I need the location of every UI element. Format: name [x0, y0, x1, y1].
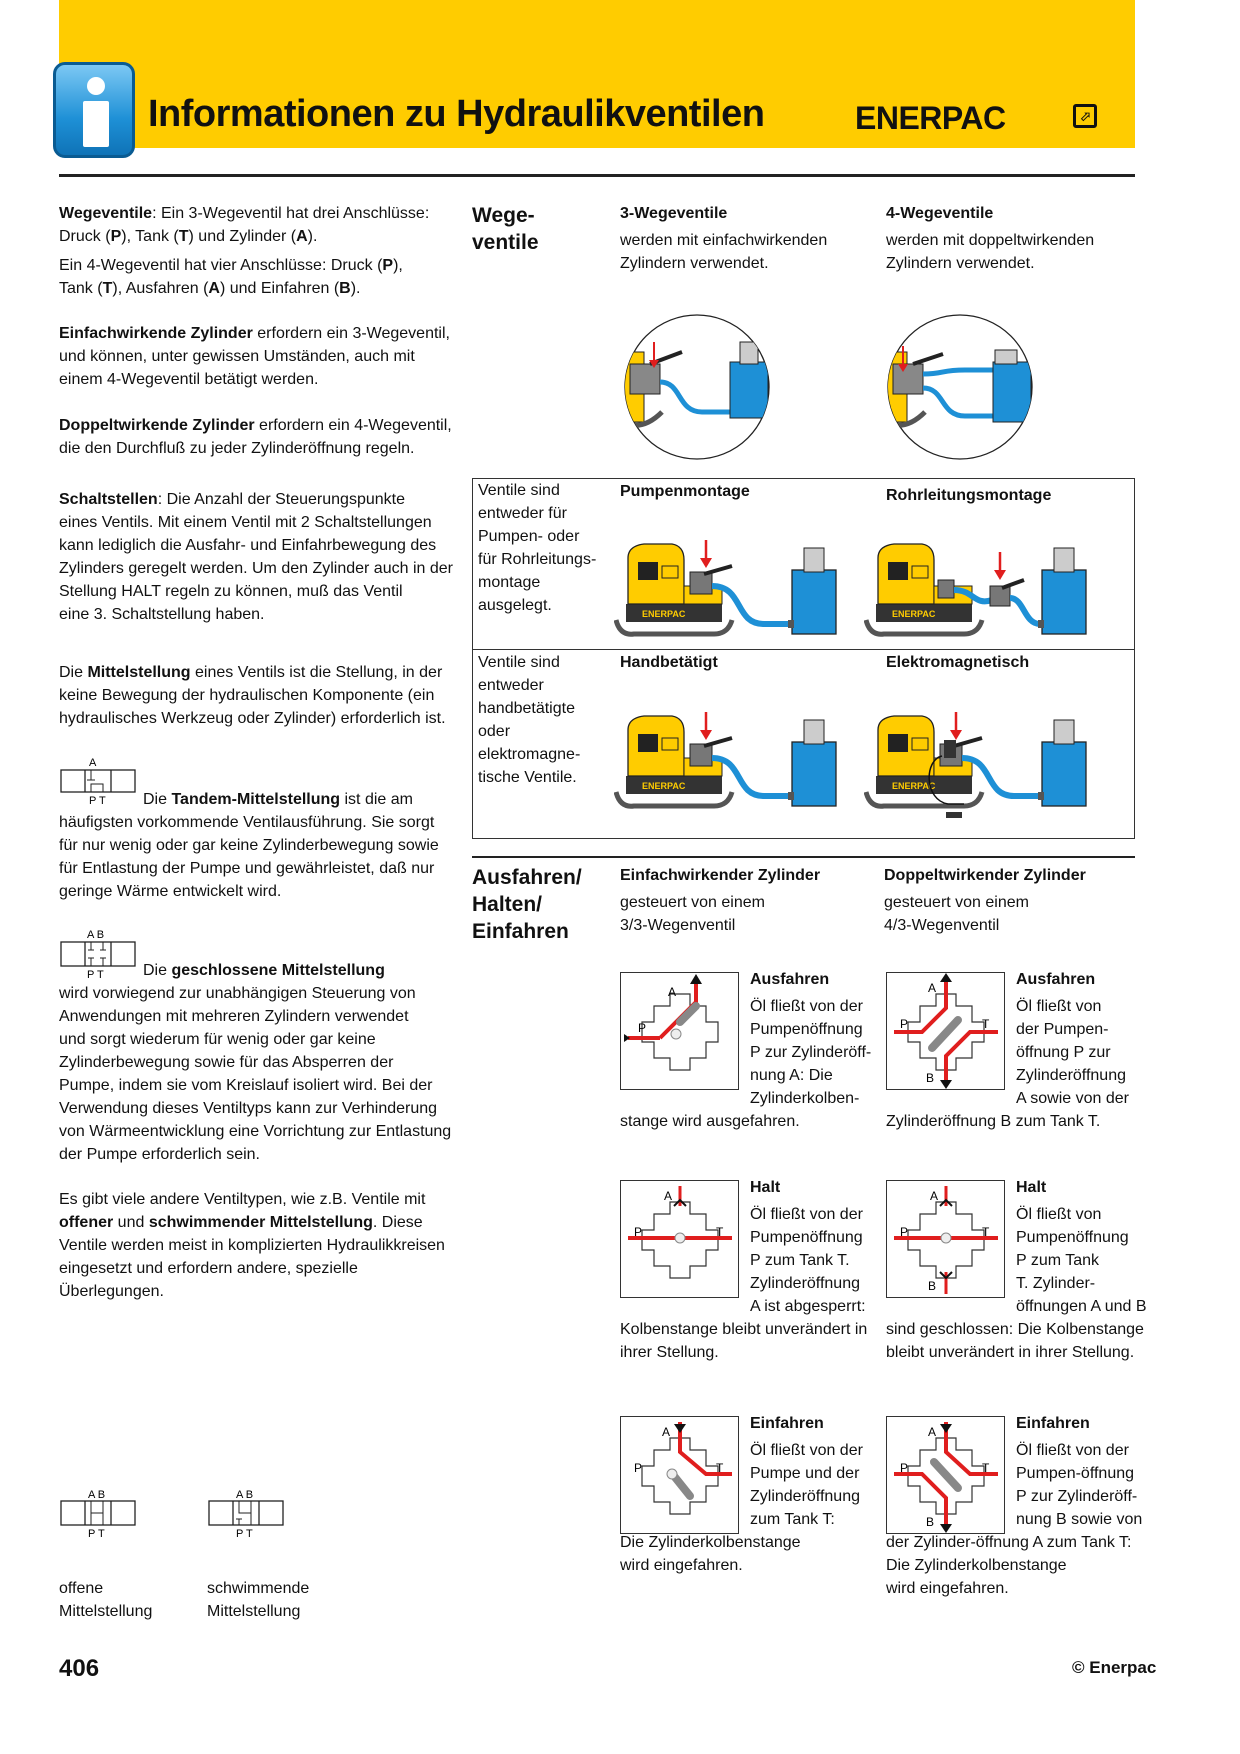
r1-single-text-line: Öl fließt von der: [750, 998, 863, 1015]
r1-single-text-heading: Ausfahren: [750, 971, 830, 988]
left-text-2: Einfachwirkende Zylinder erfordern ein 3-Wegeventil, und können, unter gewissen Umständen, auch mit einem 4-Wegeventil betätigt werden.: [59, 325, 450, 388]
r3-single-acting-valve-diagram: [620, 1416, 740, 1536]
solenoid-heading: Elektromagnetisch: [886, 654, 1030, 671]
pipe-mount-illustration: [864, 528, 1094, 646]
r2-double-text-line: Pumpenöffnung: [1016, 1229, 1129, 1246]
port-t-label: T: [716, 1461, 724, 1475]
r2-single-text-line: P zum Tank T.: [750, 1252, 850, 1269]
floating-center-label: schwimmende Mittelstellung: [207, 1580, 310, 1620]
r2-double-full-line: sind geschlossen: Die Kolbenstange: [886, 1321, 1144, 1338]
r1-single-text-line: Pumpenöffnung: [750, 1021, 863, 1038]
port-a-label: A: [928, 981, 937, 995]
copyright: © Enerpac: [1072, 1658, 1157, 1677]
enerpac-logo-mark-icon: ⬀: [1073, 104, 1097, 128]
r1-double-full-line: Zylinderöffnung B zum Tank T.: [886, 1113, 1101, 1130]
r2-double-full: [886, 1318, 1146, 1364]
left-text-6: Die Tandem-Mittelstellung ist die am häufigsten vorkommende Ventilausführung. Sie sorgt für nur wenig oder gar keine Zylinderbewegung sowie für Entlastung der Pumpe und gewährleistet, daß nur geringe Wärme entwickelt wird.: [59, 791, 439, 900]
r3-double-full: [886, 1531, 1146, 1600]
port-t-label: T: [982, 1017, 990, 1031]
r1-double-text-line: Öl fließt von: [1016, 998, 1102, 1015]
r2-double-text-line: T. Zylinder-: [1016, 1275, 1096, 1292]
r3-double-text: [1016, 1412, 1156, 1531]
section-ausfahren: Ausfahren/ Halten/ Einfahren: [472, 866, 582, 943]
r2-single-text-line: Öl fließt von der: [750, 1206, 863, 1223]
page-number: 406: [59, 1655, 100, 1682]
r2-single-acting-valve-diagram: [620, 1180, 740, 1300]
actuation-side-text: Ventile sind entweder handbetätigte oder elektromagne- tische Ventile.: [478, 654, 581, 786]
pump-label: ENERPAC: [892, 781, 936, 791]
port-p-label: P: [634, 1461, 643, 1475]
open-center-valve-symbol: [59, 1487, 141, 1577]
svg-text:A B: A B: [88, 1489, 106, 1501]
col4-double-acting: Doppeltwirkender Zylinder gesteuert von einem 4/3-Wegenventil: [884, 867, 1086, 934]
left-text-4: Schaltstellen: Die Anzahl der Steuerungspunkte eines Ventils. Mit einem Ventil mit 2 Schaltstellungen kann lediglich die Ausfahr- und Einfahrbewegung des Zylinders geregelt werden. Um den Zylinder auch in der Stellung HALT regeln zu können, muß das Ventil eine 3. Schaltstellung haben.: [59, 491, 453, 623]
r3-double-acting-valve-diagram: [886, 1416, 1006, 1536]
left-text-8: Es gibt viele andere Ventiltypen, wie z.B. Ventile mit offener und schwimmender Mittelstellung. Diese Ventile werden meist in komplizierten Hydraulikkreisen eingesetzt und erfordern andere, spezielle Überlegungen.: [59, 1191, 445, 1300]
col1-3-wege: 3-Wegeventile werden mit einfachwirkenden Zylindern verwendet.: [620, 205, 828, 272]
open-center-label: offene Mittelstellung: [59, 1580, 153, 1620]
port-b-label: B: [926, 1071, 935, 1085]
r1-double-text: [1016, 968, 1156, 1110]
r3-single-text-line: zum Tank T:: [750, 1511, 835, 1528]
r3-double-full-line: wird eingefahren.: [886, 1580, 1009, 1597]
port-a-label: A: [662, 1425, 671, 1439]
r3-single-full: [620, 1531, 890, 1577]
left-text-3: Doppeltwirkende Zylinder erfordern ein 4-Wegeventil, die den Durchfluß zu jeder Zylinderöffnung regeln.: [59, 417, 452, 457]
r1-single-acting-valve-diagram: [620, 972, 740, 1092]
svg-text:A B: A B: [87, 929, 105, 941]
r1-double-full: [886, 1110, 1146, 1133]
pump-label: ENERPAC: [642, 781, 686, 791]
port-p-label: P: [634, 1225, 643, 1239]
r3-double-text-line: Pumpen-öffnung: [1016, 1465, 1135, 1482]
col3-single-acting: Einfachwirkender Zylinder gesteuert von einem 3/3-Wegenventil: [620, 867, 821, 934]
port-p-label: P: [638, 1021, 647, 1035]
r3-double-text-line: nung B sowie von: [1016, 1511, 1143, 1528]
r2-single-text-heading: Halt: [750, 1179, 781, 1196]
info-icon: [53, 62, 135, 158]
left-text-7: Die geschlossene Mittelstellung wird vorwiegend zur unabhängigen Steuerung von Anwendungen mit mehreren Zylindern verwendet und sorgt wiederum für wenig oder gar keine Zylinderbewegung sowie für das Absperren der Pumpe, indem sie vom Kreislauf isoliert wird. Bei der Verwendung dieses Ventiltyps kann zur Verhinderung von Wärmeentwicklung eine Vorrichtung zur Entlastung der Pumpe erforderlich sein.: [59, 962, 452, 1163]
r1-double-text-heading: Ausfahren: [1016, 971, 1096, 988]
r2-single-text-line: Pumpenöffnung: [750, 1229, 863, 1246]
section-rule: [472, 856, 1135, 858]
pump-label: ENERPAC: [892, 609, 936, 619]
col2-4-wege: 4-Wegeventile werden mit doppeltwirkenden Zylindern verwendet.: [886, 205, 1095, 272]
svg-text:A: A: [89, 757, 97, 769]
manual-valve-illustration: [614, 700, 844, 818]
port-t-label: T: [716, 1225, 724, 1239]
r3-single-text-line: Pumpe und der: [750, 1465, 860, 1482]
r3-single-text-line: Zylinderöffnung: [750, 1488, 860, 1505]
r1-double-acting-valve-diagram: [886, 972, 1006, 1092]
pump-mount-heading: Pumpenmontage: [620, 483, 750, 500]
header-rule: [59, 174, 1135, 177]
pump-label: ENERPAC: [642, 609, 686, 619]
port-p-label: P: [900, 1225, 909, 1239]
svg-text:P T: P T: [236, 1528, 253, 1540]
left-text-1: Wegeventile: Ein 3-Wegeventil hat drei Anschlüsse: Druck (P), Tank (T) und Zylinder (A). Ein 4-Wegeventil hat vier Anschlüsse: Druck (P), Tank (T), Ausfahren (A) und Einfahren (B).: [59, 205, 430, 297]
pump-mount-illustration: [614, 528, 844, 646]
r1-single-text-line: P zur Zylinderöff-: [750, 1044, 872, 1061]
port-a-label: A: [668, 985, 677, 999]
port-b-label: B: [928, 1279, 937, 1293]
r2-double-text-line: P zum Tank: [1016, 1252, 1100, 1269]
port-p-label: P: [900, 1017, 909, 1031]
r2-single-full-line: Kolbenstange bleibt unverändert in: [620, 1321, 868, 1338]
r1-double-text-line: der Pumpen-: [1016, 1021, 1109, 1038]
r2-single-text: [750, 1176, 900, 1318]
left-text-5: Die Mittelstellung eines Ventils ist die Stellung, in der keine Bewegung der hydraulischen Komponente (ein hydraulisches Werkzeug oder Zylinder) erforderlich ist.: [59, 664, 446, 727]
pipe-mount-heading: Rohrleitungsmontage: [886, 487, 1052, 504]
r1-double-text-line: öffnung P zur: [1016, 1044, 1111, 1061]
r1-single-text: [750, 968, 900, 1110]
port-b-label: B: [926, 1515, 935, 1529]
r3-single-text-heading: Einfahren: [750, 1415, 824, 1432]
page-title: Informationen zu Hydraulikventilen: [148, 93, 765, 135]
port-t-label: T: [982, 1461, 990, 1475]
r2-double-text: [1016, 1176, 1156, 1318]
r2-single-full-line: ihrer Stellung.: [620, 1344, 719, 1361]
port-a-label: A: [664, 1189, 673, 1203]
section-wegeventile: Wege- ventile: [472, 204, 539, 254]
floating-center-valve-symbol: [207, 1487, 289, 1577]
r2-single-text-line: A ist abgesperrt:: [750, 1298, 866, 1315]
3-way-circuit-illustration: [622, 312, 772, 462]
r2-single-full: [620, 1318, 890, 1364]
r1-double-text-line: Zylinderöffnung: [1016, 1067, 1126, 1084]
r1-single-full-line: stange wird ausgefahren.: [620, 1113, 800, 1130]
r3-single-text: [750, 1412, 900, 1531]
enerpac-logo: ENERPAC: [855, 100, 1006, 136]
r1-single-text-line: nung A: Die: [750, 1067, 833, 1084]
mounting-side-text: Ventile sind entweder für Pumpen- oder für Rohrleitungs- montage ausgelegt.: [478, 482, 597, 614]
port-t-label: T: [982, 1225, 990, 1239]
r3-double-text-heading: Einfahren: [1016, 1415, 1090, 1432]
r2-double-full-line: bleibt unverändert in ihrer Stellung.: [886, 1344, 1135, 1361]
4-way-circuit-illustration: [885, 312, 1035, 462]
r3-double-text-line: Öl fließt von der: [1016, 1442, 1129, 1459]
svg-text:P T: P T: [88, 1528, 105, 1540]
port-a-label: A: [928, 1425, 937, 1439]
r1-double-text-line: A sowie von der: [1016, 1090, 1129, 1107]
r2-double-text-heading: Halt: [1016, 1179, 1047, 1196]
svg-text:P T: P T: [87, 969, 104, 980]
r3-single-text-line: Öl fließt von der: [750, 1442, 863, 1459]
r3-double-full-line: Die Zylinderkolbenstange: [886, 1557, 1067, 1574]
svg-text:A B: A B: [236, 1489, 254, 1501]
r2-double-acting-valve-diagram: [886, 1180, 1006, 1300]
r2-double-text-line: öffnungen A und B: [1016, 1298, 1147, 1315]
manual-heading: Handbetätigt: [620, 654, 718, 671]
r3-double-full-line: der Zylinder-öffnung A zum Tank T:: [886, 1534, 1132, 1551]
r3-single-full-line: wird eingefahren.: [620, 1557, 743, 1574]
r2-double-text-line: Öl fließt von: [1016, 1206, 1102, 1223]
port-p-label: P: [900, 1461, 909, 1475]
svg-text:P T: P T: [89, 795, 106, 806]
r1-single-text-line: Zylinderkolben-: [750, 1090, 860, 1107]
port-a-label: A: [930, 1189, 939, 1203]
r3-double-text-line: P zur Zylinderöff-: [1016, 1488, 1138, 1505]
r3-single-full-line: Die Zylinderkolbenstange: [620, 1534, 801, 1551]
r2-single-text-line: Zylinderöffnung: [750, 1275, 860, 1292]
solenoid-valve-illustration: [864, 700, 1094, 818]
r1-single-full: [620, 1110, 890, 1133]
